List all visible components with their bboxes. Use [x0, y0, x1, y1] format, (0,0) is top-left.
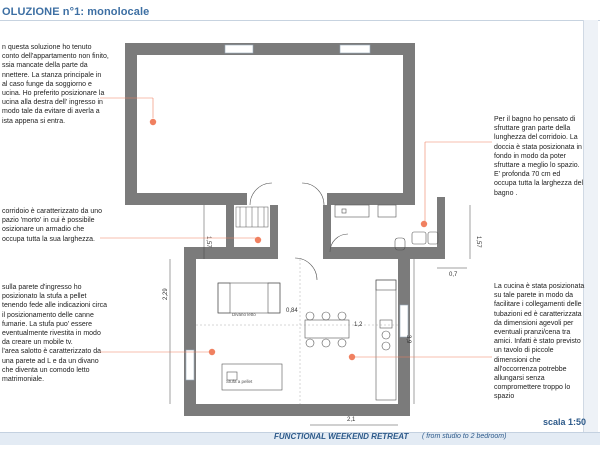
note-line: facilitare i collegamenti delle [494, 301, 582, 309]
window [225, 45, 253, 53]
dimension-label: 3,9 [405, 335, 411, 344]
window [186, 350, 194, 380]
dimension-label: 0,84 [286, 308, 298, 314]
note-line: La cucina è stata posizionata [494, 283, 585, 290]
chair [322, 339, 330, 347]
note-line: sfruttare gran parte della [494, 125, 571, 133]
leader-lines [100, 98, 492, 357]
page-title: OLUZIONE n°1: monolocale [2, 6, 150, 18]
chair [322, 312, 330, 320]
wall [184, 247, 196, 415]
dimension-label: 1,2 [354, 322, 363, 328]
sofa-arm [218, 283, 230, 313]
note-line: Per il bagno ho pensato di [494, 116, 576, 123]
wardrobe [236, 207, 268, 227]
note-line: ucina alla destra dell' ingresso in [2, 99, 103, 107]
wall [403, 43, 415, 205]
bidet [428, 232, 438, 244]
note-line: ista appena si entra. [2, 117, 66, 125]
note-line: allungarsi senza [494, 375, 545, 383]
hob [382, 331, 390, 339]
note-line: eventuali pranzi/cena tra [494, 329, 571, 337]
note-line: corridoio è caratterizzato da uno [2, 208, 102, 215]
dimension-label: 2,1 [347, 417, 356, 423]
note-line: osizionare un armadio che [2, 226, 85, 234]
plan-labels [226, 312, 256, 384]
footer-subtitle: ( from studio to 2 bedroom) [422, 433, 507, 440]
note-line: conto dell'appartamento non finito, [2, 53, 109, 61]
window [340, 45, 370, 53]
note-line: E' profonda 70 cm ed [494, 171, 561, 179]
note-line: lunghezza del corridoio. La [494, 134, 578, 142]
table [305, 320, 349, 338]
chair [338, 339, 346, 347]
note-line: da creare un mobile tv. [2, 339, 73, 347]
note-line: fumarie. La stufa puo' essere [2, 320, 93, 328]
note-line: fondo in modo da poter [494, 152, 566, 160]
kitchen-counter [376, 280, 396, 400]
windows [186, 45, 408, 380]
chair [306, 339, 314, 347]
note-line: matrimoniale. [2, 376, 45, 384]
stove-unit [222, 364, 282, 390]
plan-label: Divano letto [232, 312, 256, 317]
wall [270, 205, 278, 247]
note-line: che diventa un comodo letto [2, 366, 90, 374]
door [250, 183, 272, 205]
note-line: nnettere. La stanza principale in [2, 71, 102, 79]
dimension-label: 2,29 [163, 288, 169, 300]
marker-dot [349, 354, 355, 360]
wall [184, 404, 410, 416]
note-line: occupa tutta la larghezza del [494, 180, 584, 188]
note-line: tenendo fede alle indicazioni circa [2, 302, 108, 310]
footer-title: FUNCTIONAL WEEKEND RETREAT [274, 432, 409, 441]
note-line: bagno . [494, 189, 518, 197]
sofa-arm [268, 283, 280, 313]
scale-label: scala 1:50 [542, 417, 586, 427]
note-line: il posizionamento delle canne [2, 311, 94, 319]
dimension-labels [163, 236, 481, 423]
note-line: un tavolo di piccole [494, 347, 554, 355]
note-line: da dimensioni agevoli per [494, 319, 574, 327]
note-line: su tale parete in modo da [494, 292, 573, 300]
note-line: ssia mancate della parte da [2, 62, 88, 70]
marker-dot [255, 237, 261, 243]
dimension-label: 0,7 [449, 272, 458, 278]
chair [338, 312, 346, 320]
bidet [412, 232, 426, 244]
door [302, 183, 324, 205]
wall [403, 247, 445, 259]
sink [335, 205, 369, 217]
sofa [218, 283, 280, 313]
note-line: al caso funge da soggiorno e [2, 80, 92, 88]
note-line: tubazioni ed è caratterizzata [494, 310, 582, 318]
wall [226, 205, 234, 247]
note-line: compromettere troppo lo [494, 384, 571, 392]
marker-dot [421, 221, 427, 227]
fridge [376, 280, 396, 290]
note-line: sfruttare a meglio lo spazio. [494, 162, 580, 170]
hob [382, 342, 390, 350]
note-line: doccia è stata posizionata in [494, 143, 582, 151]
marker-dot [209, 349, 215, 355]
note-line: modo tale da evitare di averla a [2, 108, 100, 116]
note-line: amici. Infatti è stato previsto [494, 338, 581, 346]
counter [378, 205, 396, 217]
plan-label: Stufa a pellet [226, 379, 253, 384]
marker-dot [150, 119, 156, 125]
note-line: una parete ad L e da un divano [2, 357, 99, 365]
note-line: l'area salotto è caratterizzato da [2, 348, 102, 356]
dimension-label: 1,57 [205, 236, 211, 248]
note-line: n questa soluzione ho tenuto [2, 44, 92, 51]
door [295, 258, 317, 280]
note-line: spazio [494, 393, 515, 401]
wall [125, 193, 247, 205]
note-line: pazio 'morto' in cui è possibile [2, 217, 95, 225]
bathroom [335, 205, 438, 250]
wall [323, 247, 415, 259]
note-line: posizionato la stufa a pellet [2, 293, 87, 301]
note-line: ucina. Ho preferito posizionare la [2, 90, 105, 98]
window [400, 305, 408, 337]
sink [380, 320, 392, 328]
wall [184, 247, 278, 259]
note-line: all'occorrenza potrebbe [494, 365, 567, 373]
note-line: sulla parete d'ingresso ho [2, 284, 82, 291]
wall [125, 43, 415, 55]
note-line: dimensioni che [494, 356, 541, 364]
walls [125, 43, 445, 416]
chair [306, 312, 314, 320]
note-line: occupa tutta la sua larghezza. [2, 235, 96, 243]
wall [327, 193, 415, 205]
dimension-label: 1,57 [475, 236, 481, 248]
tap [342, 209, 346, 213]
note-line: eventualmente rivestita in modo [2, 330, 101, 338]
wall [125, 43, 137, 205]
